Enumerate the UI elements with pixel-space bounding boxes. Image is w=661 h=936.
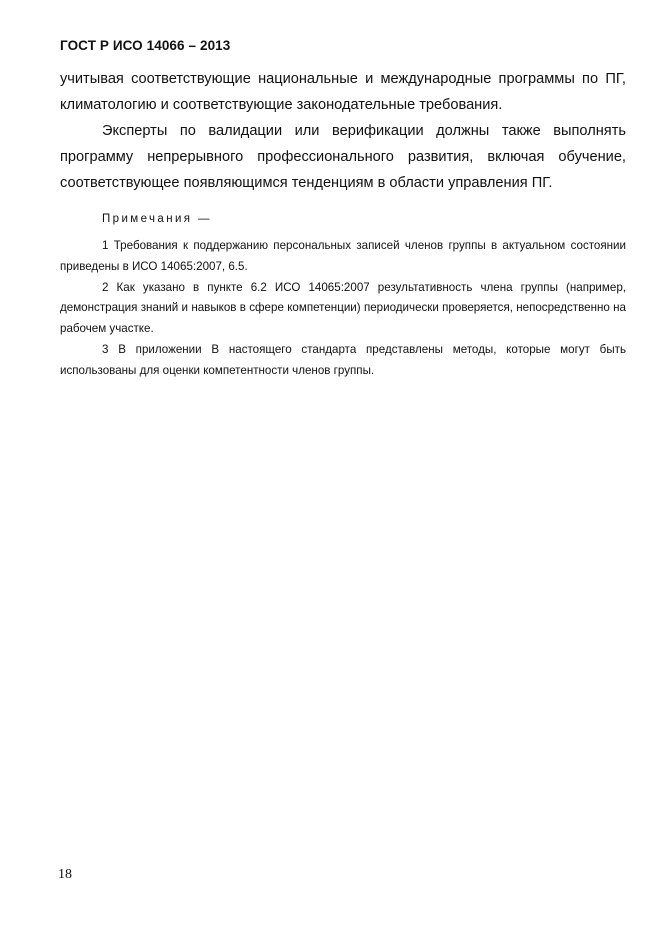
note-item: 1 Требования к поддержанию персональных записей членов группы в актуальном состоянии приведены в ИСО 14065:2007, 6.5. [60,239,626,273]
paragraph-continuation: учитывая соответствующие национальные и международные программы по ПГ, климатологию и соответствующие законодательные требования. [60,71,626,113]
page-number: 18 [58,867,72,882]
note-item: 3 В приложении В настоящего стандарта представлены методы, которые могут быть использованы для оценки компетентности членов группы. [60,342,626,377]
notes-heading: Примечания — [102,213,212,225]
main-text [60,66,626,196]
paragraph-experts: Эксперты по валидации или верификации должны также выполнять программу непрерывного профессионального развития, включая обучение, соответствующее появляющимся тенденциям в области управления ПГ. [60,123,626,191]
notes-list [60,236,626,381]
note-item: 2 Как указано в пункте 6.2 ИСО 14065:2007 результативность члена группы (например, демонстрация знаний и навыков в сфере компетенции) периодически проверяется, непосредственно на рабочем участке. [60,280,626,335]
document-header: ГОСТ Р ИСО 14066 – 2013 [60,38,231,53]
